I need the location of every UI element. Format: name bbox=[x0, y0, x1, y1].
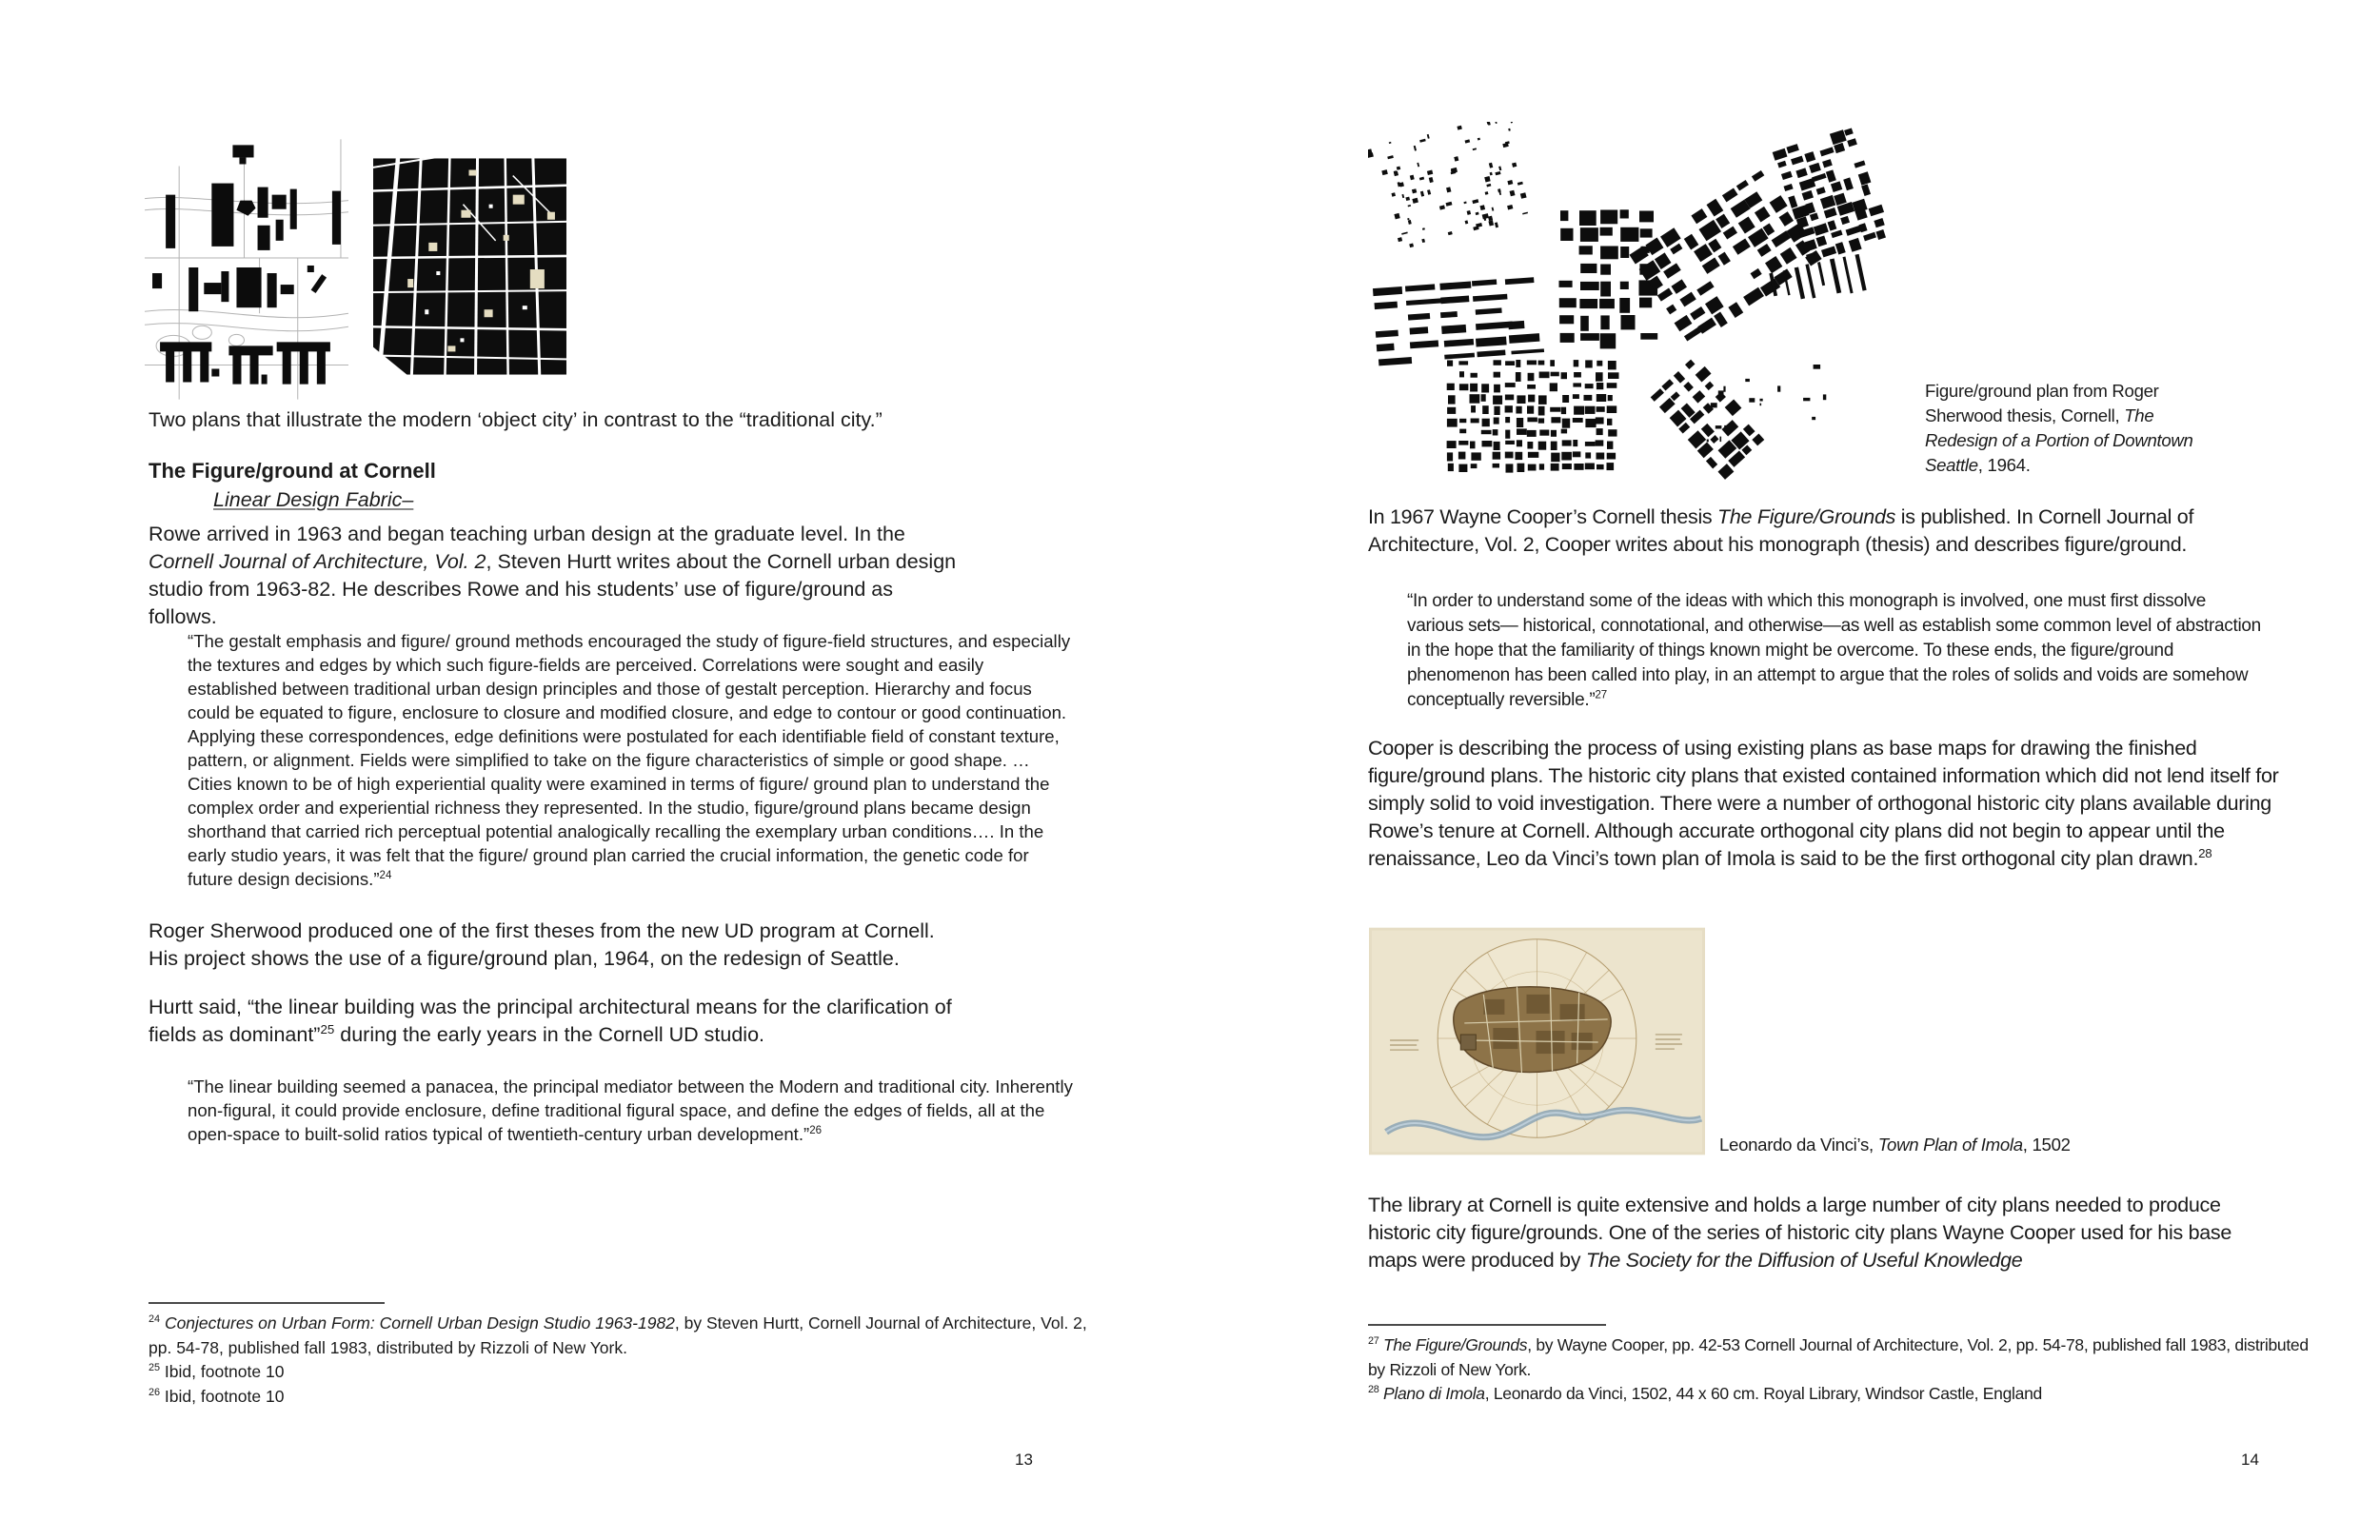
text-segment: The library at Cornell is quite extensive and holds a large number of city plans needed to produce historic city figure/grounds. One of the series of historic city plans Wayne Cooper used for his base maps were produced by bbox=[1368, 1194, 2231, 1272]
paragraph-library bbox=[1368, 1192, 2280, 1274]
modern-city-plan-svg bbox=[145, 139, 348, 400]
footnote-italic: Plano di Imola bbox=[1383, 1384, 1485, 1403]
text-segment: is published. In Cornell Journal of Architecture, Vol. 2, Cooper writes about his monograph (thesis) and describes figure/ground. bbox=[1368, 505, 2194, 556]
footnote-number: 26 bbox=[149, 1386, 161, 1398]
footnote bbox=[1368, 1382, 2330, 1407]
footnote-ref: 28 bbox=[2198, 845, 2212, 860]
text-segment: Hurtt said, “the linear building was the principal architectural means for the clarification of fields as dominant” bbox=[149, 996, 952, 1046]
block-quote-monograph bbox=[1407, 589, 2266, 713]
quote-text: “The gestalt emphasis and figure/ ground methods encouraged the study of figure-field structures, and especially the textures and edges by which such figure-fields are perceived. Correlations were sought and easily established between traditional urban design principles and those of gestalt perception. Hierarchy and focus could be equated to figure, enclosure to closure and modified closure, and edge to contour or good continuation. Applying these correspondences, edge definitions were postulated for each identifiable field of constant texture, pattern, or alignment. Fields were simplified to take on the figure characteristics of simple or good shape. … Cities known to be of high experiential quality were examined in terms of figure/ ground plan to understand the complex order and experiential richness they represented. In the studio, figure/ground plans became design shorthand that carried rich perceptual potential analogically recalling the exemplary urban conditions…. In the early studio years, it was felt that the figure/ ground plan carried the crucial information, the genetic code for future design decisions.” bbox=[188, 631, 1071, 889]
castle bbox=[1460, 1035, 1476, 1050]
imola-town-plan-svg bbox=[1369, 927, 1705, 1155]
text-segment: during the early years in the Cornell UD studio. bbox=[334, 1023, 765, 1046]
figure-caption-two-plans bbox=[149, 406, 1043, 433]
block-quote-linear-building bbox=[188, 1075, 1075, 1146]
paragraph-sherwood bbox=[149, 918, 958, 973]
sub-heading bbox=[213, 488, 413, 512]
footnotes-left bbox=[149, 1312, 1101, 1409]
imola-town-plan-image bbox=[1369, 927, 1705, 1155]
italic-segment: The Society for the Diffusion of Useful Knowledge bbox=[1585, 1249, 2023, 1272]
footnote-italic: Conjectures on Urban Form: Cornell Urban Design Studio 1963-1982 bbox=[164, 1313, 675, 1333]
page-number-right bbox=[2241, 1451, 2259, 1470]
caption-segment: , 1964. bbox=[1977, 455, 2031, 475]
footnote-ref: 25 bbox=[320, 1021, 335, 1037]
footnote bbox=[1368, 1333, 2330, 1382]
text-segment: Rowe arrived in 1963 and began teaching urban design at the graduate level. In the bbox=[149, 523, 905, 545]
footnote bbox=[149, 1312, 1101, 1360]
section-heading bbox=[149, 458, 815, 484]
quote-text: “The linear building seemed a panacea, the principal mediator between the Modern and traditional city. Inherently non-figural, it could provide enclosure, define traditional figural space, and define the edges of fields, all at the open-space to built-solid ratios typical of twentieth-century urban development.” bbox=[188, 1076, 1073, 1144]
footnote-text: , by Steven Hurtt, Cornell Journal of Architecture, Vol. 2, pp. 54-78, published fall 1983, distributed by Rizzoli of New York. bbox=[149, 1313, 1087, 1357]
seattle-figure-ground-svg bbox=[1368, 122, 1897, 493]
caption-segment: Figure/ground plan from Roger Sherwood thesis, Cornell, bbox=[1925, 381, 2159, 425]
text-segment: In 1967 Wayne Cooper’s Cornell thesis bbox=[1368, 505, 1718, 528]
paragraph-base-maps bbox=[1368, 735, 2280, 873]
sub-heading-text: Linear Design Fabric– bbox=[213, 488, 414, 511]
footnote-text: Ibid, footnote 10 bbox=[160, 1386, 285, 1406]
seattle-figure-ground-image bbox=[1368, 122, 1897, 493]
modern-city-plan-image bbox=[145, 139, 348, 400]
text-segment: Cooper is describing the process of using existing plans as base maps for drawing the finished figure/ground plans. The historic city plans that existed contained information which did not lend itself for simply solid to void investigation. There were a number of orthogonal historic city plans available during Rowe’s tenure at Cornell. Although accurate orthogonal city plans did not begin to appear until the renaissance, Leo da Vinci’s town plan of Imola is said to be the first orthogonal city plan drawn. bbox=[1368, 737, 2279, 870]
paragraph-hurtt bbox=[149, 994, 958, 1049]
footnote-text: Ibid, footnote 10 bbox=[160, 1362, 285, 1381]
footnote-text: , Leonardo da Vinci, 1502, 44 x 60 cm. Royal Library, Windsor Castle, England bbox=[1484, 1384, 2042, 1403]
footnote-separator bbox=[149, 1302, 385, 1304]
footnote-number: 28 bbox=[1368, 1384, 1379, 1396]
block-quote-gestalt bbox=[188, 629, 1075, 891]
footnote bbox=[149, 1360, 1101, 1385]
page-number-text: 14 bbox=[2241, 1451, 2259, 1469]
caption-text: Two plans that illustrate the modern ‘object city’ in contrast to the “traditional city.” bbox=[149, 408, 883, 431]
traditional-city-plan-image bbox=[369, 156, 570, 379]
section-heading-text: The Figure/ground at Cornell bbox=[149, 459, 436, 483]
footnote-ref: 26 bbox=[809, 1124, 823, 1136]
footnote-italic: The Figure/Grounds bbox=[1383, 1335, 1528, 1354]
caption-italic: Town Plan of Imola bbox=[1877, 1135, 2023, 1155]
caption-segment: , 1502 bbox=[2022, 1135, 2071, 1155]
paragraph-cooper-published bbox=[1368, 503, 2280, 559]
italic-segment: The Figure/Grounds bbox=[1717, 505, 1896, 528]
page-number-text: 13 bbox=[1015, 1451, 1033, 1469]
caption-segment: Leonardo da Vinci’s, bbox=[1719, 1135, 1878, 1155]
footnotes-right bbox=[1368, 1333, 2330, 1407]
figure-caption-imola bbox=[1719, 1133, 2252, 1157]
italic-segment: Cornell Journal of Architecture, Vol. 2 bbox=[149, 550, 486, 573]
footnote-text: , by Wayne Cooper, pp. 42-53 Cornell Journal of Architecture, Vol. 2, pp. 54-78, published fall 1983, distributed by Rizzoli of New York. bbox=[1368, 1335, 2309, 1379]
footnote-ref: 24 bbox=[379, 869, 392, 881]
text-segment: Roger Sherwood produced one of the first theses from the new UD program at Cornell. His project shows the use of a figure/ground plan, 1964, on the redesign of Seattle. bbox=[149, 919, 935, 970]
paragraph-rowe bbox=[149, 521, 958, 631]
footnote-separator bbox=[1368, 1324, 1606, 1326]
footnote bbox=[149, 1385, 1101, 1410]
footnote-number: 24 bbox=[149, 1313, 161, 1326]
footnote-ref: 27 bbox=[1595, 688, 1607, 701]
footnote-number: 27 bbox=[1368, 1335, 1379, 1348]
text-segment: , Steven Hurtt writes about the Cornell urban design studio from 1963-82. He describes Rowe and his students’ use of figure/ground as follows. bbox=[149, 550, 957, 628]
page-number-left bbox=[1015, 1451, 1033, 1470]
caption-italic: The Redesign of a Portion of Downtown Seattle bbox=[1925, 405, 2193, 475]
traditional-city-plan-svg bbox=[369, 156, 570, 379]
figure-caption-seattle bbox=[1925, 379, 2211, 478]
quote-text: “In order to understand some of the ideas with which this monograph is involved, one must first dissolve various sets— historical, connotational, and otherwise—as well as establish some common level of abstraction in the hope that the familiarity of things known might be overcome. To these ends, the figure/ground phenomenon has been called into play, in an attempt to argue that the roles of solids and voids are somehow conceptually reversible.” bbox=[1407, 591, 2261, 710]
footnote-number: 25 bbox=[149, 1362, 161, 1374]
